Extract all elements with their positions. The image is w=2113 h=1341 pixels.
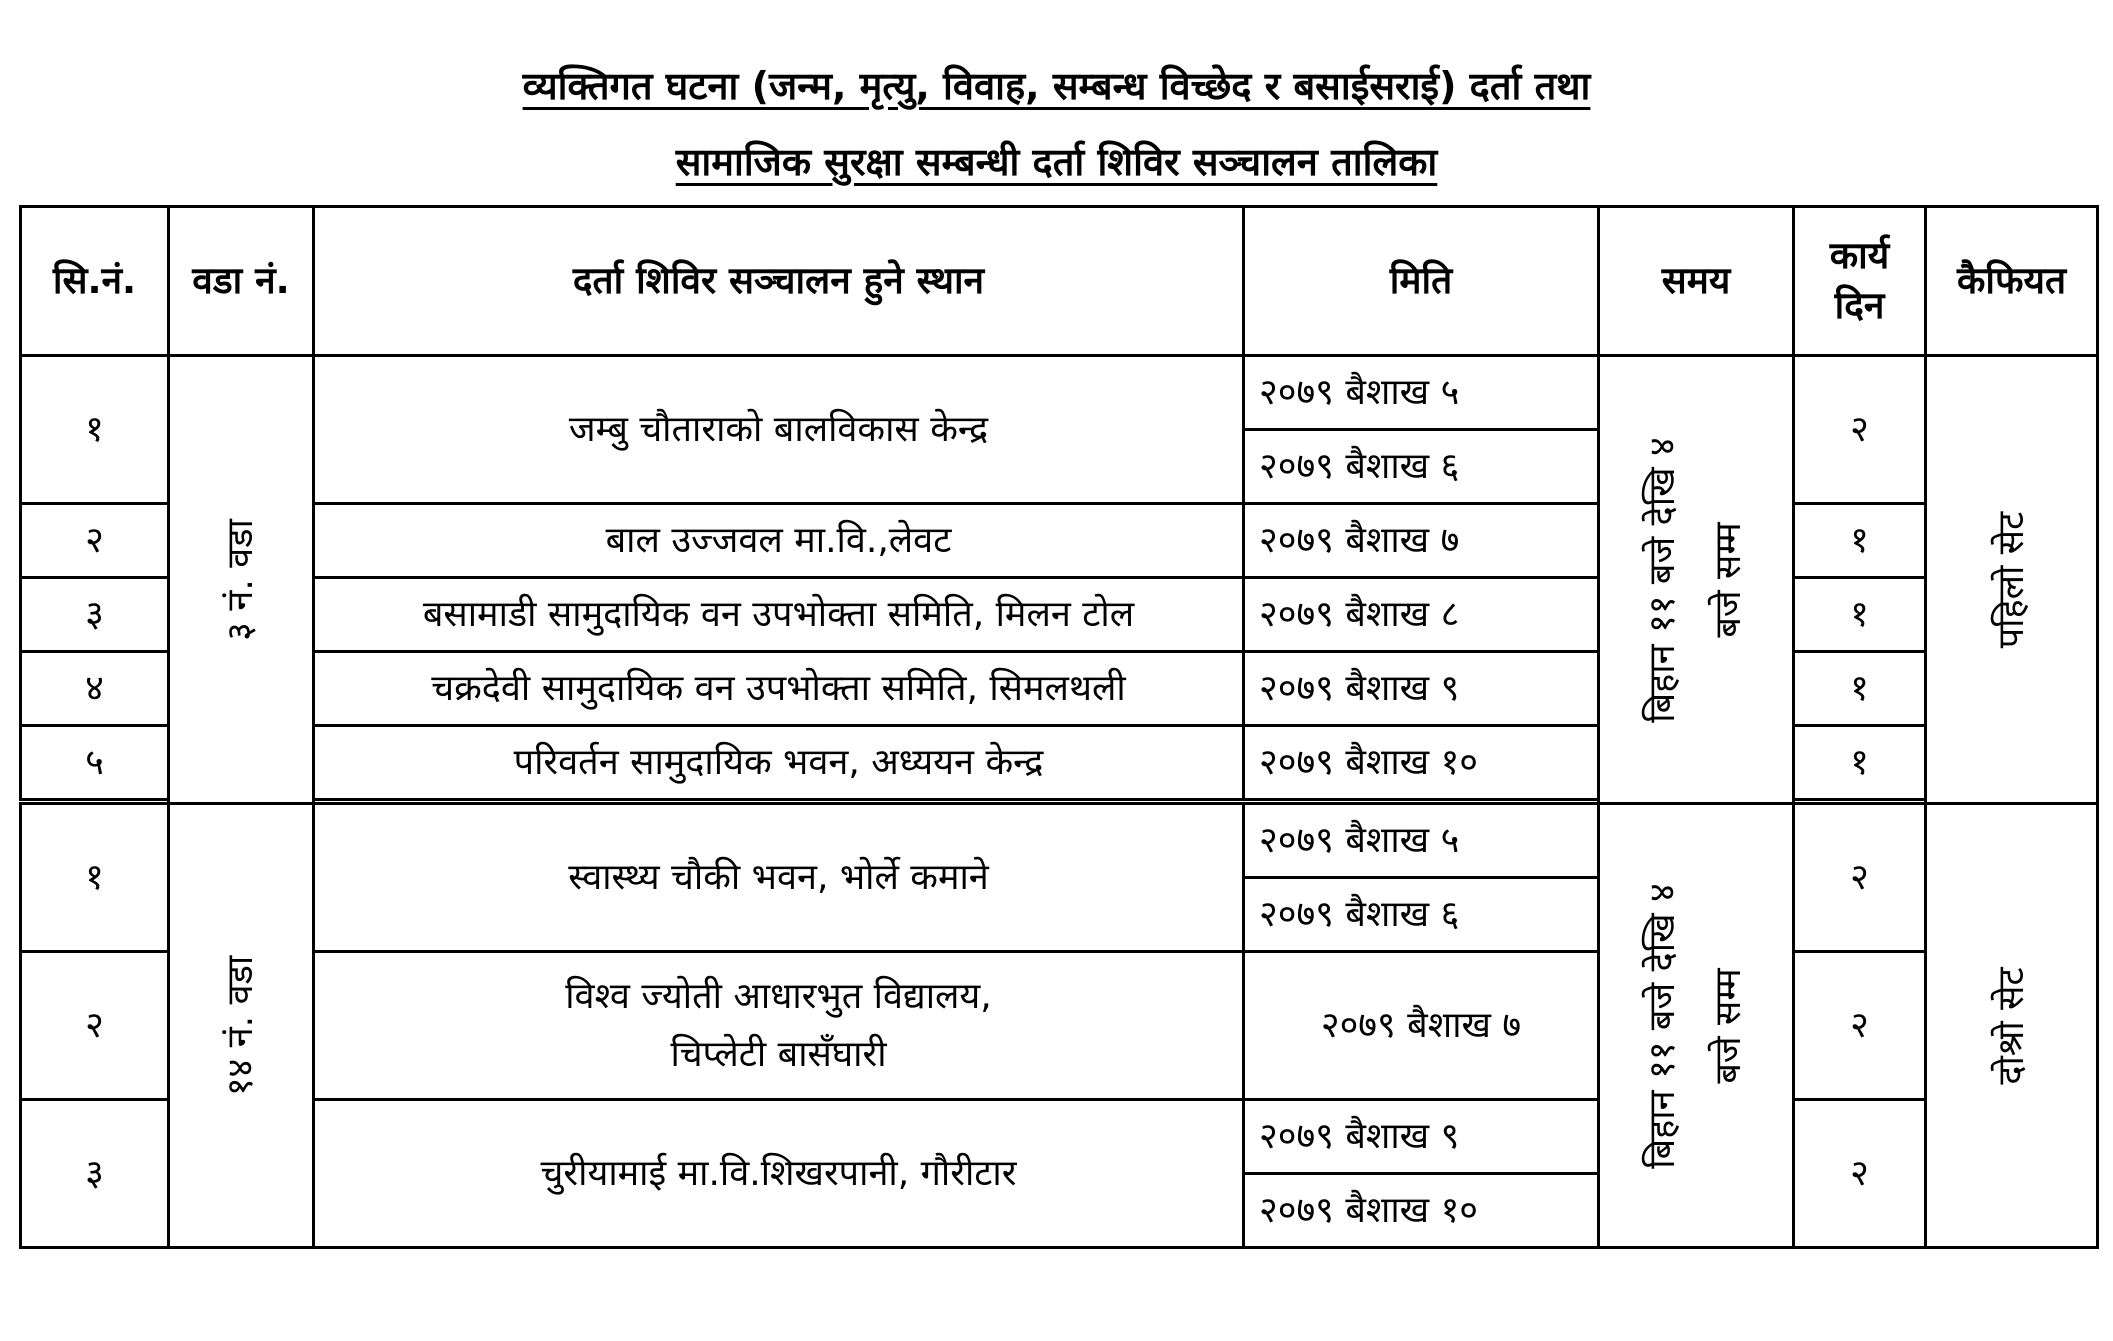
serial-number-cell: ३ (21, 578, 169, 652)
registration-camp-schedule-table (19, 205, 2099, 1249)
ward-label: १४ नं. वडा (220, 955, 261, 1096)
remarks-text: दोश्रो सेट (1990, 966, 2032, 1085)
work-days-cell: २ (1794, 804, 1926, 952)
camp-location-cell: बसामाडी सामुदायिक वन उपभोक्ता समिति, मिलन टोल (314, 578, 1244, 652)
camp-location-cell: चुरीयामाई मा.वि.शिखरपानी, गौरीटार (314, 1100, 1244, 1248)
date-cell: २०७९ बैशाख ७ (1244, 952, 1599, 1100)
ward-cell-group-1 (169, 356, 314, 804)
ward-label: ३ नं. वडा (220, 518, 261, 641)
header-work-days-line-1: कार्य (1829, 234, 1890, 277)
date-cell: २०७९ बैशाख १० (1244, 1174, 1599, 1248)
header-date: मिति (1244, 207, 1599, 356)
date-cell: २०७९ बैशाख ५ (1244, 804, 1599, 878)
date-cell: २०७९ बैशाख ६ (1244, 878, 1599, 952)
time-text (1630, 437, 1762, 722)
ward-cell-group-2 (169, 804, 314, 1248)
serial-number-cell: १ (21, 356, 169, 504)
date-cell: २०७९ बैशाख ९ (1244, 1100, 1599, 1174)
work-days-cell: १ (1794, 726, 1926, 800)
serial-number-cell: १ (21, 804, 169, 952)
serial-number-cell: ४ (21, 652, 169, 726)
document-title-line-1: व्यक्तिगत घटना (जन्म, मृत्यु, विवाह, सम्बन्ध विच्छेद र बसाईसराई) दर्ता तथा (522, 64, 1591, 108)
time-line-1: बिहान ११ बजे देखि ४ (1642, 436, 1683, 723)
date-cell: २०७९ बैशाख ५ (1244, 356, 1599, 430)
camp-location-cell: चक्रदेवी सामुदायिक वन उपभोक्ता समिति, सिमलथली (314, 652, 1244, 726)
camp-location-line-2: चिप्लेटी बासँघारी (670, 1033, 887, 1075)
date-cell: २०७९ बैशाख ६ (1244, 430, 1599, 504)
date-cell: २०७९ बैशाख ९ (1244, 652, 1599, 726)
serial-number-cell: ३ (21, 1100, 169, 1248)
header-ward-number: वडा नं. (169, 207, 314, 356)
header-camp-location: दर्ता शिविर सञ्चालन हुने स्थान (314, 207, 1244, 356)
table-row (21, 356, 2098, 430)
time-line-2: बजे सम्म (1708, 521, 1749, 638)
work-days-cell: १ (1794, 652, 1926, 726)
work-days-cell: २ (1794, 356, 1926, 504)
remarks-text: पहिलो सेट (1990, 511, 2032, 648)
time-line-2: बजे सम्म (1708, 967, 1749, 1084)
camp-location-cell: स्वास्थ्य चौकी भवन, भोर्ले कमाने (314, 804, 1244, 952)
remarks-cell-group-2 (1926, 804, 2098, 1248)
table-row (21, 804, 2098, 878)
header-serial-number: सि.नं. (21, 207, 169, 356)
date-cell: २०७९ बैशाख ७ (1244, 504, 1599, 578)
camp-location-cell: जम्बु चौताराको बालविकास केन्द्र (314, 356, 1244, 504)
remarks-cell-group-1 (1926, 356, 2098, 804)
work-days-cell: १ (1794, 578, 1926, 652)
serial-number-cell: ५ (21, 726, 169, 800)
header-work-days (1794, 207, 1926, 356)
camp-location-cell: परिवर्तन सामुदायिक भवन, अध्ययन केन्द्र (314, 726, 1244, 800)
date-cell: २०७९ बैशाख ८ (1244, 578, 1599, 652)
document-title-line-2: सामाजिक सुरक्षा सम्बन्धी दर्ता शिविर सञ्चालन तालिका (675, 140, 1438, 184)
time-text (1630, 883, 1762, 1168)
camp-location-cell: बाल उज्जवल मा.वि.,लेवट (314, 504, 1244, 578)
camp-location-cell (314, 952, 1244, 1100)
header-remarks: कैफियत (1926, 207, 2098, 356)
time-line-1: बिहान ११ बजे देखि ४ (1642, 882, 1683, 1169)
work-days-cell: २ (1794, 1100, 1926, 1248)
header-row (21, 207, 2098, 356)
work-days-cell: २ (1794, 952, 1926, 1100)
camp-location-line-1: विश्व ज्योती आधारभुत विद्यालय, (565, 975, 992, 1017)
time-cell-group-1 (1599, 356, 1794, 804)
serial-number-cell: २ (21, 504, 169, 578)
date-cell: २०७९ बैशाख १० (1244, 726, 1599, 800)
time-cell-group-2 (1599, 804, 1794, 1248)
header-time: समय (1599, 207, 1794, 356)
work-days-cell: १ (1794, 504, 1926, 578)
header-work-days-line-2: दिन (1834, 284, 1885, 327)
serial-number-cell: २ (21, 952, 169, 1100)
